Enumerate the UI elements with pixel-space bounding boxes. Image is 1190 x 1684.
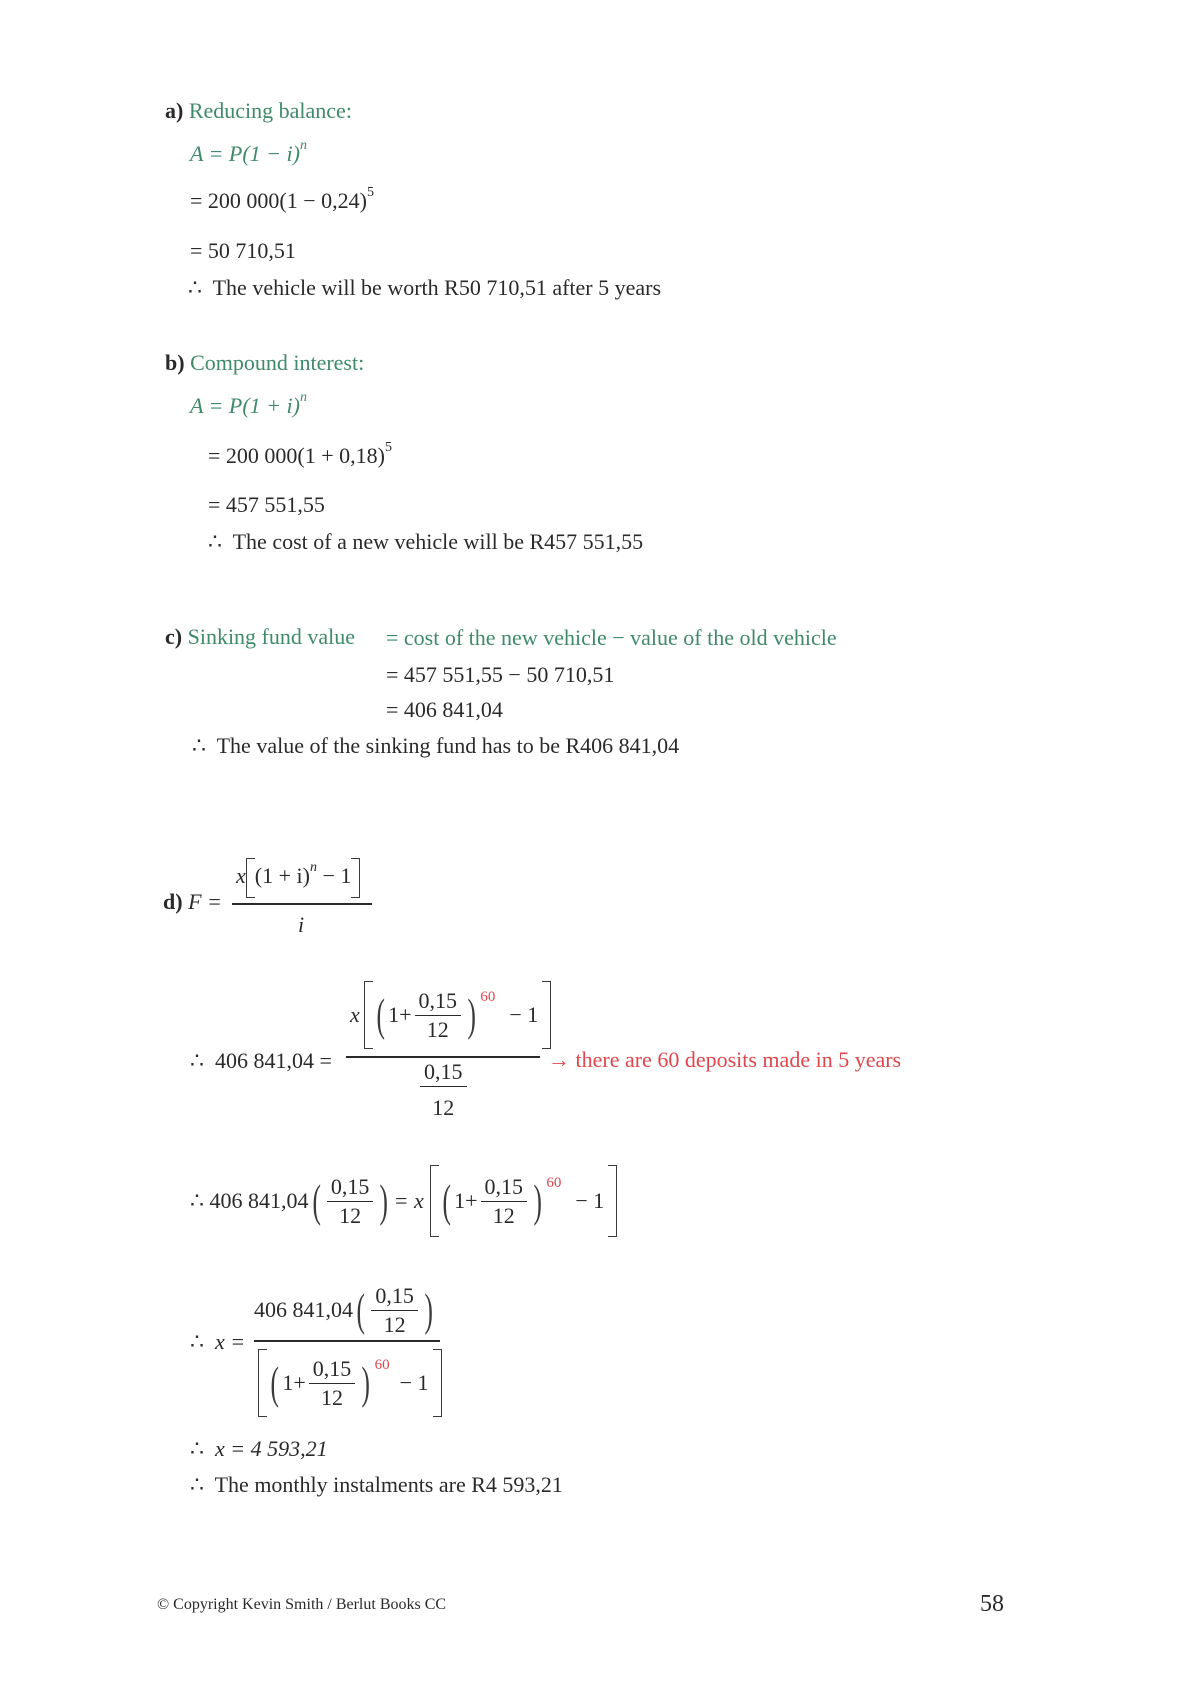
part-d-result: ∴ x = 4 593,21: [190, 1436, 328, 1461]
therefore-icon: ∴: [188, 275, 202, 300]
therefore-icon: ∴: [190, 1472, 204, 1497]
part-a-conclusion: ∴ The vehicle will be worth R50 710,51 after 5 years: [188, 275, 662, 300]
part-a-step1: = 200 $000(1 - 0,24)^5$: [190, 185, 374, 213]
part-d-conclusion: ∴ The monthly instalments are R4 593,21: [190, 1472, 563, 1497]
part-d-eq3-lhs: ∴ x =: [190, 1329, 246, 1354]
part-a-formula: $A = P(1 - i)^n$: [190, 138, 307, 166]
part-d-note: → there are 60 deposits made in 5 years: [548, 1047, 902, 1072]
therefore-icon: ∴: [190, 1436, 204, 1461]
part-d-eq1-denominator: $\frac{0,15}{12}$: [417, 1061, 470, 1119]
part-c-step1: = 457 551,55 − 50 710,51: [386, 662, 615, 687]
part-d-eq3-numerator: 406 841,04 ( $\frac{0,15}{12}$ ): [254, 1282, 433, 1337]
rate-fraction: $\frac{0,15}{12}$: [415, 990, 462, 1041]
therefore-icon: ∴: [190, 1188, 204, 1213]
part-c-step2: = 406 841,04: [386, 697, 503, 722]
part-d-eq2: ∴ 406 841,04 ( $\frac{0,15}{12}$ ) = x ( 1+ $\frac{0,15}{12}$ ) 60 − 1: [190, 1166, 617, 1236]
part-c-title: Sinking fund value: [187, 624, 356, 649]
page-number: 58: [980, 1591, 1004, 1617]
part-a-heading: [165, 100, 352, 122]
therefore-icon: ∴: [208, 529, 222, 554]
fraction-bar: [232, 903, 372, 905]
part-b-step2: = 457 551,55: [208, 492, 325, 517]
part-c-conclusion: ∴ The value of the sinking fund has to be R406 841,04: [192, 733, 680, 758]
part-a-title: Reducing balance:: [188, 98, 352, 123]
part-b-formula: $A = P(1 + i)^n$: [190, 390, 307, 418]
part-a-label: a): [165, 98, 184, 123]
footer-copyright: © Copyright Kevin Smith / Berlut Books CC: [157, 1596, 447, 1613]
therefore-icon: ∴: [190, 1329, 204, 1354]
part-d-eq3-denominator: ( 1+ $\frac{0,15}{12}$ ) 60 − 1: [258, 1348, 442, 1418]
part-d-eq1-numerator: x ( 1+ $\frac{0,15}{12}$ ) 60 − 1: [350, 980, 551, 1050]
part-c-heading: [165, 626, 355, 648]
part-b-heading: [165, 352, 364, 374]
part-a-step2: = 50 710,51: [190, 238, 296, 263]
part-d-label: d): [163, 889, 183, 914]
part-b-title: Compound interest:: [190, 350, 365, 375]
part-d-formula-denominator: i: [298, 912, 305, 937]
part-b-label: b): [165, 350, 185, 375]
part-b-step1: = 200 $000(1 + 0,18)^5$: [208, 440, 392, 468]
part-c-label: c): [165, 624, 183, 649]
part-d-formula-numerator: x $(1 + i)^n - 1$: [236, 858, 360, 898]
part-d-formula-lhs: d) F =: [163, 889, 222, 914]
part-c-equation: = cost of the new vehicle − value of the old vehicle: [386, 625, 837, 650]
part-b-conclusion: ∴ The cost of a new vehicle will be R457 551,55: [208, 529, 644, 554]
therefore-icon: ∴: [192, 733, 206, 758]
fraction-bar: [346, 1056, 540, 1058]
part-d-eq1-lhs: ∴ 406 841,04 =: [190, 1048, 332, 1073]
fraction-bar: [254, 1340, 440, 1342]
therefore-icon: ∴: [190, 1048, 204, 1073]
